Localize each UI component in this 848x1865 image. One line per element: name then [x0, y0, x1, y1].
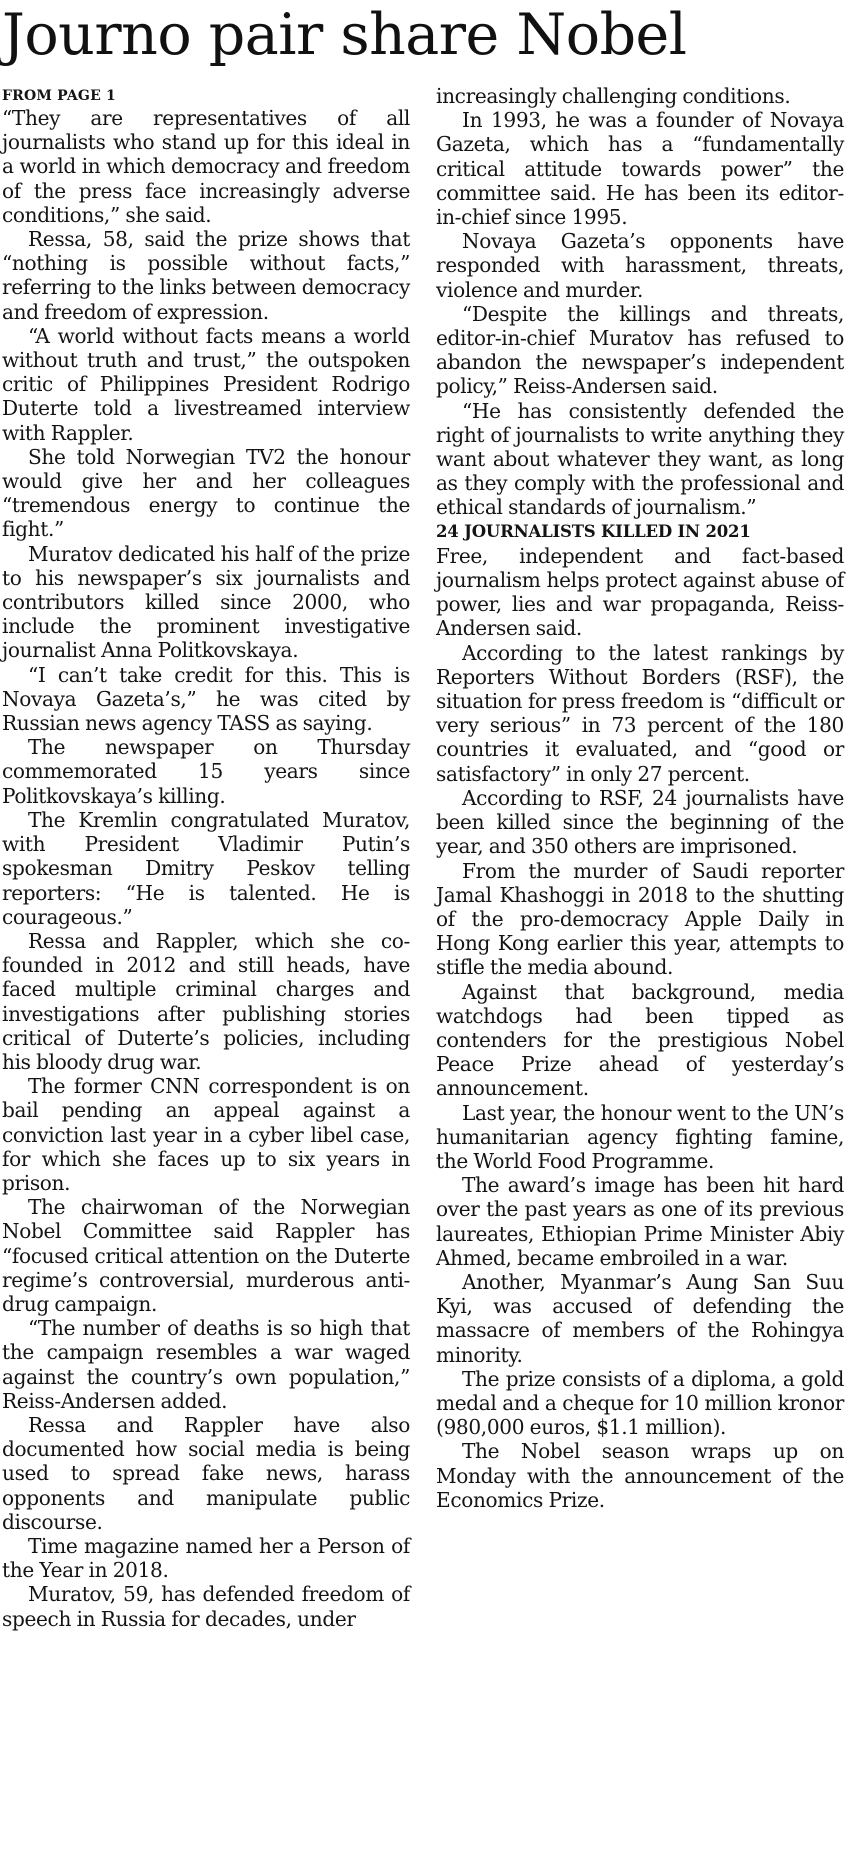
paragraph: Ressa, 58, said the prize shows that “nothing is possible without facts,” referring to the links between democracy and freedom of expression.: [2, 227, 410, 324]
paragraph: “They are representatives of all journalists who stand up for this ideal in a world in which democracy and freedom of the press face increasingly adverse conditions,” she said.: [2, 106, 410, 227]
paragraph: Muratov dedicated his half of the prize to his newspaper’s six journalists and contributors killed since 2000, who include the prominent investigative journalist Anna Politkovskaya.: [2, 541, 410, 663]
paragraph: Time magazine named her a Person of the Year in 2018.: [2, 1533, 410, 1583]
paragraph: Novaya Gazeta’s opponents have responded with harassment, threats, violence and murder.: [436, 229, 844, 302]
paragraph: The award’s image has been hit hard over the past years as one of its previous laureates, Ethiopian Prime Minister Abiy Ahmed, became embroiled in a war.: [436, 1173, 844, 1270]
paragraph: According to the latest rankings by Reporters Without Borders (RSF), the situation for press freedom is “difficult or very serious” in 73 percent of the 180 countries it evaluated, and “good or satisfactory” in only 27 percent.: [436, 640, 844, 786]
paragraph: Ressa and Rappler have also documented how social media is being used to spread fake news, harass opponents and manipulate public discourse.: [2, 1412, 410, 1534]
paragraph: “Despite the killings and threats, editor-in-chief Muratov has refused to abandon the newspaper’s independent policy,” Reiss-Andersen said.: [436, 301, 844, 399]
paragraph: increasingly challenging conditions.: [436, 84, 791, 108]
paragraph: “A world without facts means a world without truth and trust,” the outspoken critic of Philippines President Rodrigo Duterte told a livestreamed interview with Rappler.: [2, 323, 410, 445]
paragraph: “I can’t take credit for this. This is Novaya Gazeta’s,” he was cited by Russian news agency TASS as saying.: [2, 662, 410, 736]
paragraph: Against that background, media watchdogs had been tipped as contenders for the prestigious Nobel Peace Prize ahead of yesterday’s announcement.: [436, 979, 844, 1101]
paragraph: The Nobel season wraps up on Monday with the announcement of the Economics Prize.: [436, 1439, 844, 1512]
paragraph: Free, independent and fact-based journalism helps protect against abuse of power, lies and war propaganda, Reiss-Andersen said.: [436, 543, 844, 641]
paragraph: “The number of deaths is so high that the campaign resembles a war waged against the country’s own population,” Reiss-Andersen added.: [2, 1316, 410, 1413]
paragraph: “He has consistently defended the right of journalists to write anything they want about whatever they want, as long as they comply with the professional and ethical standards of journalism.”: [436, 398, 844, 520]
paragraph: The former CNN correspondent is on bail pending an appeal against a conviction last year in a cyber libel case, for which she faces up to six years in prison.: [2, 1074, 410, 1195]
article-column-2: [436, 84, 844, 1512]
headline: Journo pair share Nobel: [2, 2, 687, 68]
paragraph: The chairwoman of the Norwegian Nobel Committee said Rappler has “focused critical attention on the Duterte regime’s controversial, murderous anti-drug campaign.: [2, 1195, 410, 1316]
article-column-1: [2, 86, 410, 1631]
paragraph: The Kremlin congratulated Muratov, with President Vladimir Putin’s spokesman Dmitry Peskov telling reporters: “He is talented. He is courageous.”: [2, 807, 410, 929]
kicker-from-page: FROM PAGE 1: [2, 88, 116, 104]
paragraph: According to RSF, 24 journalists have been killed since the beginning of the year, and 350 others are imprisoned.: [436, 785, 844, 859]
paragraph: Last year, the honour went to the UN’s humanitarian agency fighting famine, the World Food Programme.: [436, 1100, 844, 1173]
paragraph: Muratov, 59, has defended freedom of speech in Russia for decades, under: [2, 1582, 410, 1631]
paragraph: In 1993, he was a founder of Novaya Gazeta, which has a “fundamentally critical attitude towards power” the committee said. He has been its editor-in-chief since 1995.: [436, 108, 844, 230]
paragraph: Another, Myanmar’s Aung San Suu Kyi, was accused of defending the massacre of members of the Rohingya minority.: [436, 1269, 844, 1367]
paragraph: The newspaper on Thursday commemorated 15 years since Politkovskaya’s killing.: [2, 735, 410, 808]
paragraph: From the murder of Saudi reporter Jamal Khashoggi in 2018 to the shutting of the pro-democracy Apple Daily in Hong Kong earlier this year, attempts to stifle the media abound.: [436, 858, 844, 980]
paragraph: Ressa and Rappler, which she co-founded in 2012 and still heads, have faced multiple criminal charges and investigations after publishing stories critical of Duterte’s policies, including his bloody drug war.: [2, 928, 410, 1074]
paragraph: She told Norwegian TV2 the honour would give her and her colleagues “tremendous energy to continue the fight.”: [2, 444, 410, 542]
paragraph: The prize consists of a diploma, a gold medal and a cheque for 10 million kronor (980,000 euros, $1.1 million).: [436, 1366, 844, 1440]
subheading: 24 JOURNALISTS KILLED IN 2021: [436, 521, 751, 541]
